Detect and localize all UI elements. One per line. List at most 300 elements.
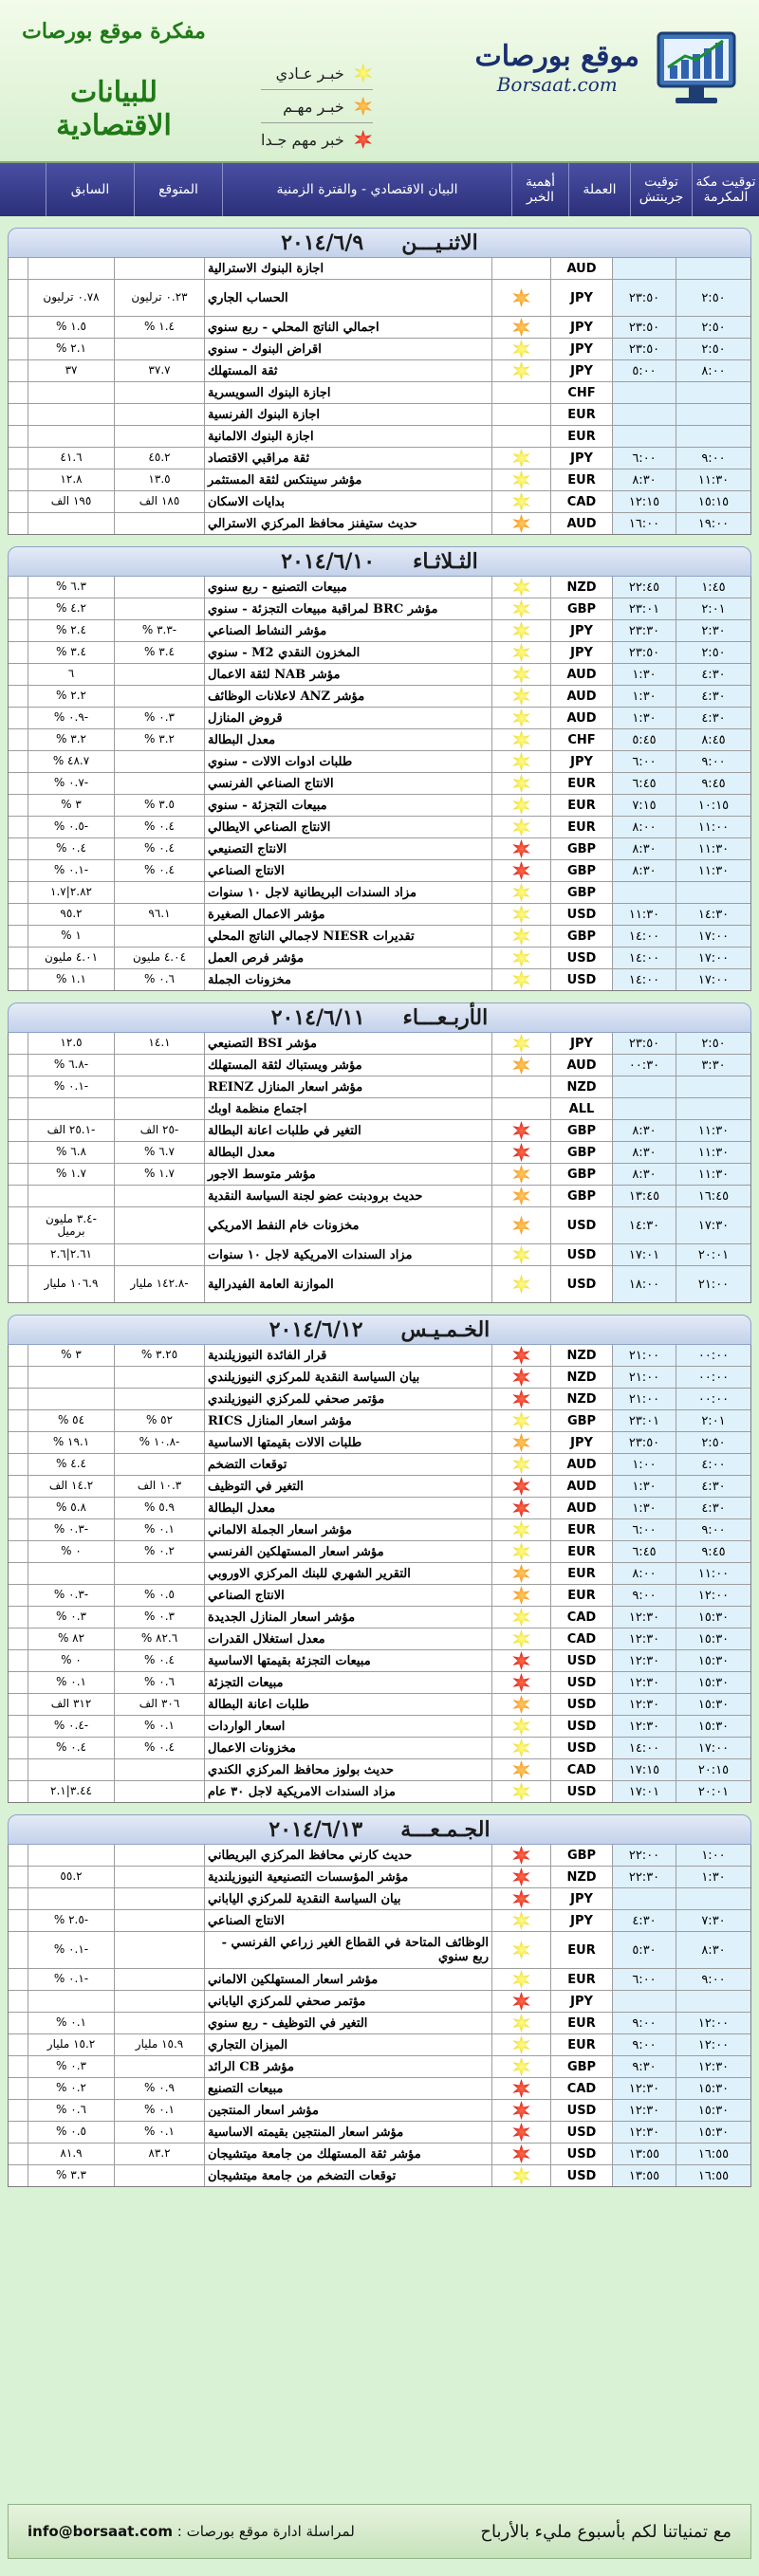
- cell-mecca-time: ٩:٠٠: [676, 1969, 750, 1990]
- star-low-icon: [512, 578, 531, 597]
- cell-currency: USD: [550, 2100, 612, 2121]
- table-row: [9, 1244, 750, 1266]
- cell-indicator: معدل البطالة: [204, 1498, 491, 1518]
- cell-mecca-time: ١٦:٤٥: [676, 1186, 750, 1206]
- cell-previous: ١٩٥ الف: [28, 491, 114, 512]
- day-date: ٢٠١٤/٦/٩: [281, 230, 364, 255]
- cell-mecca-time: ٨:٤٥: [676, 729, 750, 750]
- table-row: [9, 1845, 750, 1867]
- cell-forecast: [114, 1076, 204, 1097]
- table-row: [9, 1076, 750, 1098]
- cell-forecast: ٥٢ %: [114, 1410, 204, 1431]
- cell-importance: [491, 2078, 550, 2099]
- day-date: ٢٠١٤/٦/١١: [270, 1005, 365, 1030]
- cell-forecast: ٣.٢٥ %: [114, 1345, 204, 1366]
- cell-indicator: مؤشر متوسط الاجور: [204, 1164, 491, 1185]
- cell-mecca-time: ٧:٣٠: [676, 1910, 750, 1931]
- cell-forecast: [114, 1845, 204, 1866]
- cell-importance: [491, 1563, 550, 1584]
- cell-gmt-time: ١:٣٠: [612, 1476, 676, 1497]
- cell-indicator: مؤشر CB الرائد: [204, 2056, 491, 2077]
- cell-forecast: ٠.٩ %: [114, 2078, 204, 2099]
- cell-importance: [491, 1932, 550, 1968]
- table-row: [9, 1672, 750, 1694]
- star-high-icon: [512, 1499, 531, 1518]
- cell-forecast: [114, 1910, 204, 1931]
- col-forecast: المتوقع: [134, 163, 222, 216]
- cell-gmt-time: ١٢:٣٠: [612, 1672, 676, 1693]
- cell-gmt-time: ١٣:٥٥: [612, 2165, 676, 2186]
- cell-previous: ٠ %: [28, 1650, 114, 1671]
- cell-indicator: الانتاج الصناعي: [204, 1910, 491, 1931]
- star-low-icon: [512, 1455, 531, 1474]
- cell-previous: ٩٥.٢: [28, 904, 114, 925]
- star-low-icon: [354, 64, 373, 83]
- star-low-icon: [512, 927, 531, 946]
- cell-gmt-time: ١٤:٠٠: [612, 969, 676, 990]
- cell-currency: USD: [550, 1672, 612, 1693]
- cell-indicator: معدل البطالة: [204, 729, 491, 750]
- cell-indicator: الانتاج الصناعي: [204, 1585, 491, 1606]
- cell-forecast: ٠.٦ %: [114, 969, 204, 990]
- cell-forecast: ٨٢.٦ %: [114, 1628, 204, 1649]
- cell-previous: ٤٨.٧ %: [28, 751, 114, 772]
- star-low-icon: [512, 2035, 531, 2054]
- cell-mecca-time: [676, 1098, 750, 1119]
- table-row: [9, 1991, 750, 2013]
- cell-currency: EUR: [550, 1519, 612, 1540]
- cell-gmt-time: ١٢:٣٠: [612, 1607, 676, 1628]
- cell-previous: [28, 1888, 114, 1909]
- cell-indicator: اجتماع منظمة اوبك: [204, 1098, 491, 1119]
- cell-importance: [491, 280, 550, 316]
- cell-indicator: معدل البطالة: [204, 1142, 491, 1163]
- cell-currency: EUR: [550, 1563, 612, 1584]
- cell-currency: JPY: [550, 1033, 612, 1054]
- cell-currency: USD: [550, 969, 612, 990]
- table-row: [9, 1033, 750, 1055]
- cell-currency: ALL: [550, 1098, 612, 1119]
- cell-currency: USD: [550, 2165, 612, 2186]
- cell-gmt-time: ٢٣:٠١: [612, 1410, 676, 1431]
- table-row: [9, 1759, 750, 1781]
- star-high-icon: [512, 2144, 531, 2163]
- cell-currency: AUD: [550, 686, 612, 707]
- star-low-icon: [512, 665, 531, 684]
- star-mid-icon: [512, 1433, 531, 1452]
- cell-importance: [491, 664, 550, 685]
- star-high-icon: [512, 2079, 531, 2098]
- cell-importance: [491, 1454, 550, 1475]
- cell-gmt-time: ٦:٠٠: [612, 448, 676, 469]
- cell-forecast: ١.٧ %: [114, 1164, 204, 1185]
- cell-mecca-time: ١٥:٣٠: [676, 1716, 750, 1737]
- day-header: [8, 1315, 751, 1345]
- cell-mecca-time: ١٥:٣٠: [676, 1628, 750, 1649]
- cell-forecast: -٢٥ الف: [114, 1120, 204, 1141]
- cell-forecast: ٣٧.٧: [114, 360, 204, 381]
- cell-gmt-time: ٩:٠٠: [612, 1585, 676, 1606]
- cell-previous: -٠.١ %: [28, 1076, 114, 1097]
- cell-forecast: ٣.٢ %: [114, 729, 204, 750]
- cell-forecast: ٠.٦ %: [114, 1672, 204, 1693]
- cell-forecast: ١٣.٥: [114, 469, 204, 490]
- table-row: [9, 729, 750, 751]
- cell-previous: ٤.٠١ مليون: [28, 948, 114, 968]
- cell-importance: [491, 1519, 550, 1540]
- cell-mecca-time: ١١:٣٠: [676, 1142, 750, 1163]
- cell-forecast: ٠.٤ %: [114, 817, 204, 837]
- legend-label: خبـر مهـم: [283, 97, 344, 116]
- table-row: [9, 360, 750, 382]
- cell-currency: CAD: [550, 1628, 612, 1649]
- cell-gmt-time: ٦:٤٥: [612, 773, 676, 794]
- cell-mecca-time: [676, 258, 750, 279]
- cell-currency: JPY: [550, 1991, 612, 2012]
- table-row: [9, 751, 750, 773]
- cell-importance: [491, 404, 550, 425]
- table-row: [9, 1266, 750, 1302]
- cell-forecast: ٩٦.١: [114, 904, 204, 925]
- cell-gmt-time: ٦:٠٠: [612, 751, 676, 772]
- cell-indicator: مخزونات الجملة: [204, 969, 491, 990]
- cell-mecca-time: ١٧:٠٠: [676, 948, 750, 968]
- cell-currency: NZD: [550, 1076, 612, 1097]
- cell-previous: [28, 404, 114, 425]
- cell-gmt-time: ٥:٤٥: [612, 729, 676, 750]
- cell-gmt-time: ٢٣:٥٠: [612, 339, 676, 359]
- star-high-icon: [512, 2101, 531, 2120]
- cell-currency: USD: [550, 1207, 612, 1243]
- column-header: [0, 163, 759, 216]
- cell-previous: ٠.١ %: [28, 2013, 114, 2033]
- cell-currency: CHF: [550, 729, 612, 750]
- table-row: [9, 1432, 750, 1454]
- cell-gmt-time: ٨:٣٠: [612, 838, 676, 859]
- title-line2: للبيانات الاقتصادية: [56, 76, 172, 142]
- cell-currency: NZD: [550, 1345, 612, 1366]
- cell-currency: JPY: [550, 339, 612, 359]
- cell-currency: EUR: [550, 817, 612, 837]
- cell-indicator: مؤشر BSI التصنيعي: [204, 1033, 491, 1054]
- cell-mecca-time: ٢:٥٠: [676, 1432, 750, 1453]
- cell-importance: [491, 620, 550, 641]
- cell-indicator: التغير في طلبات اعانة البطالة: [204, 1120, 491, 1141]
- calendar-title: [19, 19, 209, 142]
- cell-indicator: مزاد السندات البريطانية لاجل ١٠ سنوات: [204, 882, 491, 903]
- cell-mecca-time: ١٢:٠٠: [676, 2013, 750, 2033]
- cell-previous: ٥٤ %: [28, 1410, 114, 1431]
- cell-gmt-time: ١٢:٣٠: [612, 2122, 676, 2143]
- cell-mecca-time: ٢:٥٠: [676, 1033, 750, 1054]
- cell-gmt-time: ١١:٣٠: [612, 904, 676, 925]
- cell-forecast: [114, 1098, 204, 1119]
- star-high-icon: [512, 1477, 531, 1496]
- cell-mecca-time: ١١:٣٠: [676, 469, 750, 490]
- cell-previous: ٦: [28, 664, 114, 685]
- cell-mecca-time: [676, 1991, 750, 2012]
- cell-previous: ٣.٤٤|٢.١: [28, 1781, 114, 1802]
- cell-forecast: [114, 2056, 204, 2077]
- cell-indicator: مؤشر اسعار المستهلكين الفرنسي: [204, 1541, 491, 1562]
- cell-currency: NZD: [550, 1367, 612, 1388]
- cell-gmt-time: ١:٣٠: [612, 1498, 676, 1518]
- star-low-icon: [512, 449, 531, 468]
- cell-forecast: ٠.٣ %: [114, 1607, 204, 1628]
- legend-item: [261, 123, 373, 156]
- cell-mecca-time: ٨:٠٠: [676, 360, 750, 381]
- cell-previous: [28, 1759, 114, 1780]
- star-low-icon: [512, 2057, 531, 2076]
- cell-forecast: ٨٣.٢: [114, 2144, 204, 2164]
- cell-importance: [491, 1207, 550, 1243]
- cell-importance: [491, 948, 550, 968]
- cell-mecca-time: ٢٠:٠١: [676, 1781, 750, 1802]
- cell-importance: [491, 904, 550, 925]
- cell-gmt-time: ٢٣:٠١: [612, 598, 676, 619]
- cell-mecca-time: ٤:٣٠: [676, 1476, 750, 1497]
- star-high-icon: [512, 1346, 531, 1365]
- star-mid-icon: [512, 1165, 531, 1184]
- cell-currency: EUR: [550, 1541, 612, 1562]
- cell-previous: ٣٧: [28, 360, 114, 381]
- star-low-icon: [512, 970, 531, 989]
- cell-currency: EUR: [550, 1932, 612, 1968]
- cell-mecca-time: ١٠:١٥: [676, 795, 750, 816]
- cell-previous: ٣.٣ %: [28, 2165, 114, 2186]
- table-row: [9, 1607, 750, 1628]
- cell-importance: [491, 1498, 550, 1518]
- cell-gmt-time: ١٨:٠٠: [612, 1266, 676, 1302]
- cell-indicator: مؤشر NAB لثقة الاعمال: [204, 664, 491, 685]
- cell-gmt-time: ٧:١٥: [612, 795, 676, 816]
- events-table: [8, 258, 751, 535]
- cell-gmt-time: ٩:٣٠: [612, 2056, 676, 2077]
- table-row: [9, 1867, 750, 1888]
- cell-forecast: [114, 1759, 204, 1780]
- cell-indicator: اجازة البنوك الاسترالية: [204, 258, 491, 279]
- cell-indicator: توقعات التضخم: [204, 1454, 491, 1475]
- legend-item: [261, 90, 373, 123]
- cell-indicator: الموازنة العامة الفيدرالية: [204, 1266, 491, 1302]
- cell-indicator: مبيعات التصنيع - ربع سنوي: [204, 577, 491, 598]
- cell-currency: GBP: [550, 1120, 612, 1141]
- cell-indicator: قرار الفائدة النيوزيلندية: [204, 1345, 491, 1366]
- cell-previous: ١٢.٥: [28, 1033, 114, 1054]
- cell-forecast: [114, 1867, 204, 1887]
- cell-previous: ٢.٨٢|١.٧: [28, 882, 114, 903]
- star-low-icon: [512, 470, 531, 489]
- cell-currency: CHF: [550, 382, 612, 403]
- cell-previous: ٠.٤ %: [28, 838, 114, 859]
- cell-currency: EUR: [550, 795, 612, 816]
- cell-gmt-time: ٨:٣٠: [612, 1120, 676, 1141]
- cell-importance: [491, 1033, 550, 1054]
- contact-email[interactable]: info@borsaat.com: [28, 2523, 173, 2540]
- col-gmt-time: توقيت جرينتش: [630, 163, 692, 216]
- cell-gmt-time: ١٣:٥٥: [612, 2144, 676, 2164]
- cell-indicator: اجمالي الناتج المحلي - ربع سنوي: [204, 317, 491, 338]
- cell-previous: ٥.٨ %: [28, 1498, 114, 1518]
- cell-importance: [491, 795, 550, 816]
- cell-importance: [491, 1910, 550, 1931]
- cell-gmt-time: ٨:٣٠: [612, 469, 676, 490]
- star-low-icon: [512, 1911, 531, 1930]
- star-low-icon: [512, 2166, 531, 2185]
- cell-importance: [491, 360, 550, 381]
- cell-mecca-time: ١٥:٣٠: [676, 2078, 750, 2099]
- cell-currency: AUD: [550, 1055, 612, 1076]
- cell-mecca-time: ٩:٤٥: [676, 773, 750, 794]
- cell-indicator: اقراض البنوك - سنوي: [204, 339, 491, 359]
- cell-currency: USD: [550, 1266, 612, 1302]
- cell-currency: AUD: [550, 513, 612, 534]
- star-high-icon: [354, 130, 373, 149]
- cell-importance: [491, 708, 550, 728]
- cell-previous: [28, 426, 114, 447]
- cell-gmt-time: ١٧:١٥: [612, 1759, 676, 1780]
- cell-gmt-time: ١٤:٠٠: [612, 926, 676, 947]
- cell-previous: ١٤.٢ الف: [28, 1476, 114, 1497]
- cell-forecast: -١٤٢.٨ مليار: [114, 1266, 204, 1302]
- cell-currency: GBP: [550, 860, 612, 881]
- cell-previous: -٠.٥ %: [28, 817, 114, 837]
- cell-forecast: [114, 1186, 204, 1206]
- cell-importance: [491, 1098, 550, 1119]
- cell-indicator: بيان السياسة النقدية للمركزي النيوزيلندي: [204, 1367, 491, 1388]
- cell-mecca-time: ١٢:٠٠: [676, 2034, 750, 2055]
- cell-indicator: ثقة مراقبي الاقتصاد: [204, 448, 491, 469]
- cell-currency: JPY: [550, 317, 612, 338]
- cell-indicator: مبيعات التجزئة بقيمتها الاساسية: [204, 1650, 491, 1671]
- cell-previous: -٠.٩ %: [28, 708, 114, 728]
- star-mid-icon: [512, 1056, 531, 1075]
- cell-previous: ٢.١ %: [28, 339, 114, 359]
- star-high-icon: [512, 1889, 531, 1908]
- table-row: [9, 620, 750, 642]
- table-row: [9, 1207, 750, 1244]
- cell-currency: CAD: [550, 1607, 612, 1628]
- cell-forecast: ١.٤ %: [114, 317, 204, 338]
- cell-mecca-time: ٠٠:٠٠: [676, 1367, 750, 1388]
- star-low-icon: [512, 1520, 531, 1539]
- cell-mecca-time: ١٦:٥٥: [676, 2144, 750, 2164]
- cell-indicator: مؤشر اسعار المنتجين بقيمته الاساسية: [204, 2122, 491, 2143]
- cell-mecca-time: ٤:٣٠: [676, 1498, 750, 1518]
- cell-indicator: الانتاج الصناعي الايطالي: [204, 817, 491, 837]
- cell-importance: [491, 1781, 550, 1802]
- cell-importance: [491, 1585, 550, 1606]
- table-row: [9, 1650, 750, 1672]
- star-mid-icon: [512, 1216, 531, 1235]
- cell-previous: [28, 1991, 114, 2012]
- cell-mecca-time: ١٢:٠٠: [676, 1585, 750, 1606]
- star-high-icon: [512, 2123, 531, 2142]
- cell-gmt-time: ٦:٠٠: [612, 1519, 676, 1540]
- table-row: [9, 1186, 750, 1207]
- cell-previous: -٠.١ %: [28, 860, 114, 881]
- cell-gmt-time: [612, 258, 676, 279]
- cell-indicator: قروض المنازل: [204, 708, 491, 728]
- table-row: [9, 642, 750, 664]
- cell-gmt-time: ٢٢:٣٠: [612, 1867, 676, 1887]
- cell-previous: ٠.١ %: [28, 1672, 114, 1693]
- cell-previous: -٢.٥ %: [28, 1910, 114, 1931]
- cell-indicator: مبيعات التصنيع: [204, 2078, 491, 2099]
- cell-currency: EUR: [550, 404, 612, 425]
- cell-importance: [491, 773, 550, 794]
- cell-mecca-time: ١١:٣٠: [676, 1164, 750, 1185]
- cell-gmt-time: [612, 1991, 676, 2012]
- cell-forecast: ٣٠٦ الف: [114, 1694, 204, 1715]
- star-mid-icon: [512, 1586, 531, 1605]
- cell-gmt-time: ١٢:٣٠: [612, 1650, 676, 1671]
- day-section: [8, 546, 751, 991]
- cell-forecast: [114, 1969, 204, 1990]
- star-high-icon: [512, 1651, 531, 1670]
- cell-gmt-time: ٨:٠٠: [612, 817, 676, 837]
- cell-mecca-time: ٠٠:٠٠: [676, 1389, 750, 1409]
- table-row: [9, 1519, 750, 1541]
- cell-previous: ٤.٢ %: [28, 598, 114, 619]
- contact: [28, 2523, 355, 2540]
- cell-previous: ٦.٣ %: [28, 577, 114, 598]
- header: [0, 0, 759, 163]
- cell-gmt-time: ٢١:٠٠: [612, 1367, 676, 1388]
- cell-forecast: ٠.٤ %: [114, 860, 204, 881]
- table-row: [9, 708, 750, 729]
- events-table: [8, 1845, 751, 2187]
- cell-previous: [28, 513, 114, 534]
- day-header: [8, 1814, 751, 1845]
- table-row: [9, 2034, 750, 2056]
- cell-mecca-time: ١:٤٥: [676, 577, 750, 598]
- cell-gmt-time: ٢٣:٥٠: [612, 642, 676, 663]
- star-high-icon: [512, 1868, 531, 1886]
- cell-importance: [491, 1759, 550, 1780]
- cell-gmt-time: ١٧:٠١: [612, 1781, 676, 1802]
- cell-forecast: -١٠.٨ %: [114, 1432, 204, 1453]
- cell-mecca-time: [676, 426, 750, 447]
- table-row: [9, 795, 750, 817]
- cell-gmt-time: [612, 1076, 676, 1097]
- cell-forecast: [114, 1244, 204, 1265]
- star-low-icon: [512, 948, 531, 967]
- cell-indicator: التغير في التوظيف - ربع سنوي: [204, 2013, 491, 2033]
- table-row: [9, 817, 750, 838]
- cell-forecast: [114, 339, 204, 359]
- cell-gmt-time: ١٢:٣٠: [612, 2078, 676, 2099]
- cell-mecca-time: ١٧:٣٠: [676, 1207, 750, 1243]
- cell-importance: [491, 2013, 550, 2033]
- cell-currency: GBP: [550, 1410, 612, 1431]
- cell-gmt-time: [612, 882, 676, 903]
- cell-importance: [491, 448, 550, 469]
- table-row: [9, 773, 750, 795]
- cell-importance: [491, 1345, 550, 1366]
- cell-currency: GBP: [550, 1845, 612, 1866]
- cell-currency: AUD: [550, 1498, 612, 1518]
- table-row: [9, 339, 750, 360]
- star-low-icon: [512, 1739, 531, 1757]
- day-header: [8, 228, 751, 258]
- table-row: [9, 1694, 750, 1716]
- star-low-icon: [512, 1542, 531, 1561]
- day-section: [8, 228, 751, 535]
- cell-gmt-time: ١٤:٠٠: [612, 1738, 676, 1758]
- cell-importance: [491, 1266, 550, 1302]
- cell-currency: NZD: [550, 577, 612, 598]
